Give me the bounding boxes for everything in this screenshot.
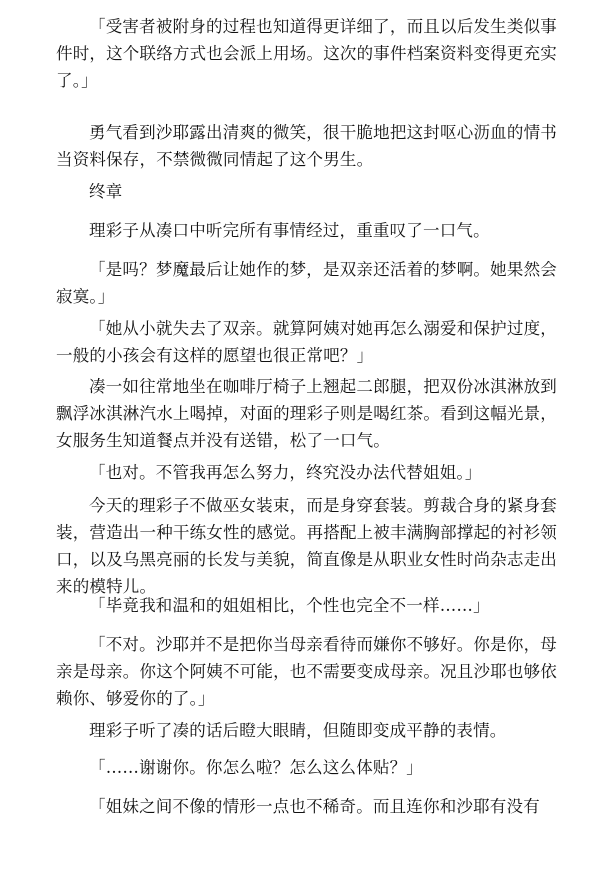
paragraph: 「毕竟我和温和的姐姐相比，个性也完全不一样……」: [89, 596, 490, 615]
paragraph: 「是吗？梦魔最后让她作的梦，是双亲还活着的梦啊。她果然会寂寞。」: [56, 260, 557, 306]
paragraph: 「不对。沙耶并不是把你当母亲看待而嫌你不够好。你是你，母亲是母亲。你这个阿姨不可能，也不需要变成母亲。况且沙耶也够依赖你、够爱你的了。」: [56, 635, 557, 708]
paragraph: 勇气看到沙耶露出清爽的微笑，很干脆地把这封呕心沥血的情书当资料保存，不禁微微同情起了这个男生。: [56, 123, 557, 169]
paragraph: 凑一如往常地坐在咖啡厅椅子上翘起二郎腿，把双份冰淇淋放到飘浮冰淇淋汽水上喝掉，对面的理彩子则是喝红茶。看到这幅光景，女服务生知道餐点并没有送错，松了一口气。: [56, 377, 557, 450]
paragraph: 「她从小就失去了双亲。就算阿姨对她再怎么溺爱和保护过度，一般的小孩会有这样的愿望也很正常吧？」: [56, 319, 557, 365]
paragraph: 「……谢谢你。你怎么啦？怎么这么体贴？」: [89, 758, 423, 777]
paragraph: 理彩子听了凑的话后瞪大眼睛，但随即变成平静的表情。: [89, 721, 507, 740]
paragraph: 「也对。不管我再怎么努力，终究没办法代替姐姐。」: [89, 463, 482, 482]
paragraph: 今天的理彩子不做巫女装束，而是身穿套装。剪裁合身的紧身套装，营造出一种干练女性的感觉。再搭配上被丰满胸部撑起的衬衫领口，以及乌黑亮丽的长发与美貌，简直像是从职业女性时尚杂志走出来的模特儿。: [56, 496, 557, 596]
paragraph: 「受害者被附身的过程也知道得更详细了，而且以后发生类似事件时，这个联络方式也会派上用场。这次的事件档案资料变得更充实了。」: [56, 17, 557, 90]
paragraph: 理彩子从凑口中听完所有事情经过，重重叹了一口气。: [89, 221, 490, 240]
chapter-heading: 终章: [89, 182, 123, 201]
paragraph: 「姐妹之间不像的情形一点也不稀奇。而且连你和沙耶有没有: [89, 797, 540, 816]
